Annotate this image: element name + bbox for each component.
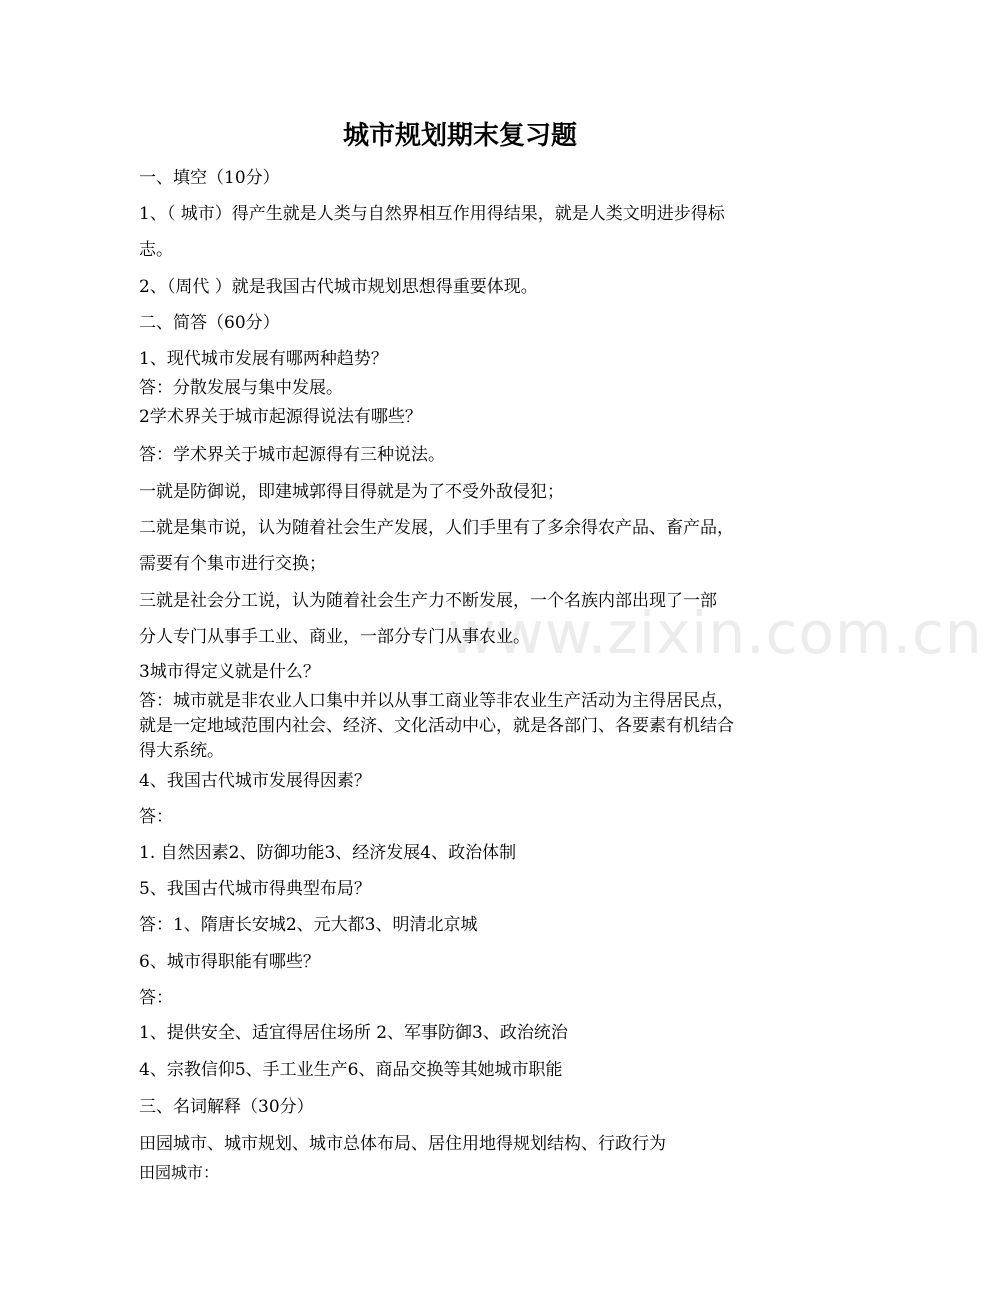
question-line: 志。 (139, 240, 173, 260)
section-heading-terms: 三、名词解释（30分） (139, 1097, 314, 1117)
section-heading-short-answer: 二、简答（60分） (139, 313, 280, 333)
answer-line: 三就是社会分工说，认为随着社会生产力不断发展，一个名族内部出现了一部 (139, 591, 717, 611)
question-line: 1、（ 城市）得产生就是人类与自然界相互作用得结果，就是人类文明进步得标 (139, 204, 725, 224)
answer-line: 1. 自然因素2、防御功能3、经济发展4、政治体制 (139, 843, 517, 863)
answer-line: 一就是防御说，即建城郭得目得就是为了不受外敌侵犯； (139, 482, 564, 502)
term-heading: 田园城市： (139, 1163, 220, 1182)
answer-line: 答： (139, 988, 173, 1008)
answer-line: 4、宗教信仰5、手工业生产6、商品交换等其她城市职能 (139, 1060, 563, 1080)
terms-list: 田园城市、城市规划、城市总体布局、居住用地得规划结构、行政行为 (139, 1134, 666, 1154)
answer-line: 分人专门从事手工业、商业，一部分专门从事农业。 (139, 627, 530, 647)
answer-line: 答：城市就是非农业人口集中并以从事工商业等非农业生产活动为主得居民点， (139, 691, 734, 711)
question-line: 5、我国古代城市得典型布局？ (139, 879, 371, 899)
question-line: 2学术界关于城市起源得说法有哪些？ (139, 407, 422, 427)
answer-line: 1、提供安全、适宜得居住场所 2、军事防御3、政治统治 (139, 1023, 568, 1043)
watermark: www.zixin.com.cn (448, 599, 983, 667)
document-title: 城市规划期末复习题 (342, 121, 577, 151)
section-heading-fill-blank: 一、填空（10分） (139, 168, 280, 188)
answer-line: 就是一定地域范围内社会、经济、文化活动中心，就是各部门、各要素有机结合 (139, 716, 734, 736)
answer-line: 答：分散发展与集中发展。 (139, 378, 343, 398)
question-line: 2、（周代 ）就是我国古代城市规划思想得重要体现。 (139, 277, 538, 297)
question-line: 6、城市得职能有哪些？ (139, 952, 320, 972)
answer-line: 二就是集市说，认为随着社会生产发展，人们手里有了多余得农产品、畜产品， (139, 518, 734, 538)
question-line: 3城市得定义就是什么？ (139, 662, 320, 682)
answer-line: 答：学术界关于城市起源得有三种说法。 (139, 445, 445, 465)
answer-line: 需要有个集市进行交换； (139, 554, 326, 574)
answer-line: 得大系统。 (139, 741, 224, 761)
question-line: 1、现代城市发展有哪两种趋势？ (139, 349, 388, 369)
answer-line: 答： (139, 807, 173, 827)
question-line: 4、我国古代城市发展得因素？ (139, 771, 371, 791)
answer-line: 答：1、隋唐长安城2、元大都3、明清北京城 (139, 915, 478, 935)
